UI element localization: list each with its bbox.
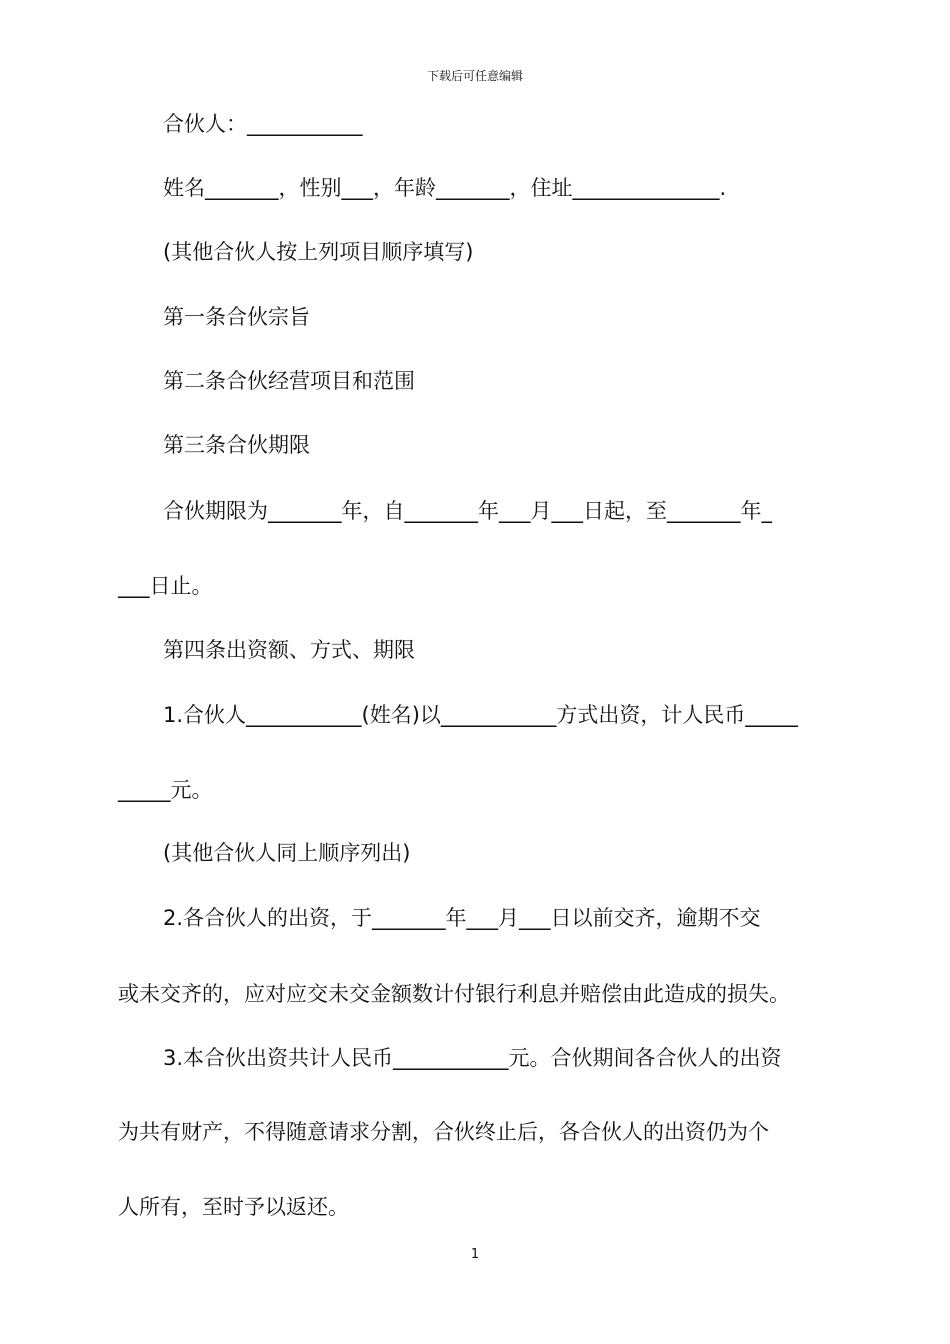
page-number: 1 bbox=[470, 1247, 480, 1262]
article-2-heading: 第二条合伙经营项目和范围 bbox=[163, 369, 415, 393]
term-line-1: 合伙期限为_______年，自_______年___月___日起，至_______年_ bbox=[163, 499, 772, 523]
payment-deadline-line-2: 或未交齐的，应对应交未交金额数计付银行利息并赔偿由此造成的损失。 bbox=[118, 982, 790, 1006]
other-partners-note-2: (其他合伙人同上顺序列出) bbox=[163, 841, 411, 865]
article-4-heading: 第四条出资额、方式、期限 bbox=[163, 638, 415, 662]
term-line-2: ___日止。 bbox=[118, 574, 213, 598]
article-3-heading: 第三条合伙期限 bbox=[163, 433, 310, 457]
partner-info-line: 姓名_______，性别___，年龄_______，住址______________. bbox=[163, 176, 727, 200]
article-1-heading: 第一条合伙宗旨 bbox=[163, 305, 310, 329]
total-contribution-line-1: 3.本合伙出资共计人民币___________元。合伙期间各合伙人的出资 bbox=[163, 1046, 782, 1070]
contribution-line-1: 1.合伙人___________(姓名)以___________方式出资，计人民币_____ bbox=[163, 703, 798, 727]
other-partners-note: (其他合伙人按上列项目顺序填写) bbox=[163, 240, 474, 264]
total-contribution-line-2: 为共有财产，不得随意请求分割，合伙终止后，各合伙人的出资仍为个 bbox=[118, 1120, 769, 1144]
payment-deadline-line-1: 2.各合伙人的出资，于_______年___月___日以前交齐，逾期不交 bbox=[163, 906, 761, 930]
partner-label-line: 合伙人：___________ bbox=[163, 112, 363, 136]
total-contribution-line-3: 人所有，至时予以返还。 bbox=[118, 1195, 349, 1219]
page-header: 下载后可任意编辑 bbox=[426, 69, 523, 83]
contribution-line-2: _____元。 bbox=[118, 778, 213, 802]
